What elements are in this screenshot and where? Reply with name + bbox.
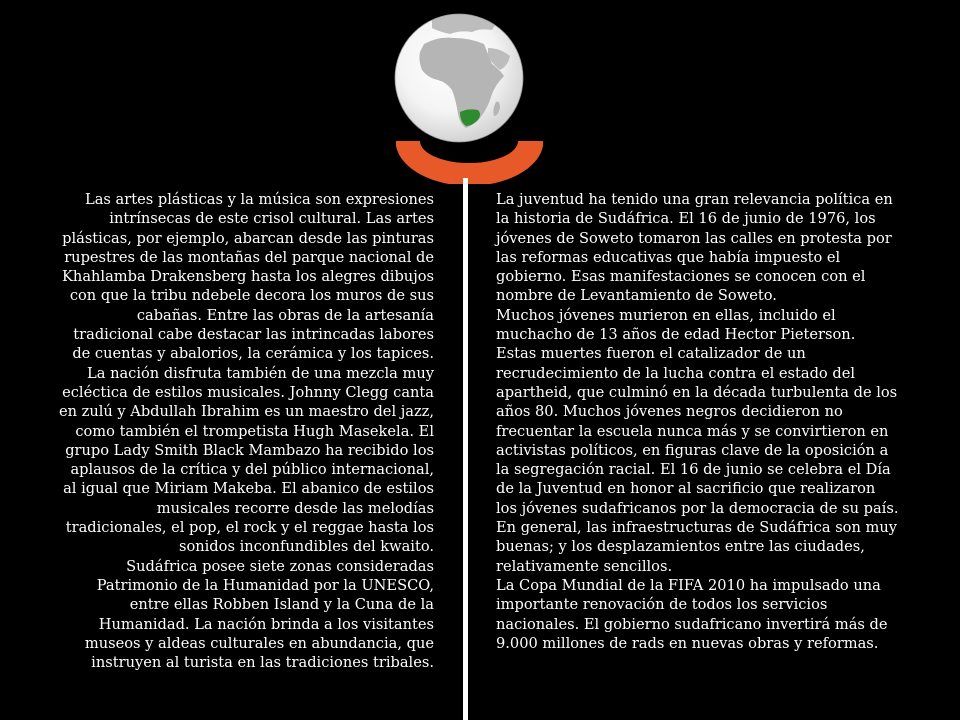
paragraph-hector-pieterson: Muchos jóvenes murieron en ellas, incluido el muchacho de 13 años de edad Hector Pieterson. Estas muertes fueron el catalizador de un recrudecimiento de la lucha contra el estado del apartheid, que culminó en la década turbulenta de los años 80. Muchos jóvenes negros decidieron no frecuentar la escuela nunca más y se convirtieron en activistas políticos, en figuras clave de la oposición a la segregación racial. El 16 de junio se celebra el Día de la Juventud en honor al sacrificio que realizaron los jóvenes sudafricanos por la democracia de su país.	[496, 306, 899, 517]
paragraph-youth-soweto: La juventud ha tenido una gran relevancia política en la historia de Sudáfrica. El 16 de junio de 1976, los jóvenes de Soweto tomaron las calles en protesta por las reformas educativas que había impuesto el gobierno. Esas manifestaciones se conocen con el nombre de Levantamiento de Soweto.	[496, 191, 893, 305]
paragraph-fifa-2010: La Copa Mundial de la FIFA 2010 ha impulsado una importante renovación de todos los servicios nacionales. El gobierno sudafricano invertirá más de 9.000 millones de rads en nuevas obras y reformas.	[496, 576, 888, 652]
paragraph-infrastructure: En general, las infraestructuras de Sudáfrica son muy buenas; y los desplazamientos entre las ciudades, relativamente sencillos.	[496, 519, 897, 575]
left-text-column	[56, 190, 434, 672]
right-text-column	[496, 190, 900, 653]
paragraph-plastic-arts-music: Las artes plásticas y la música son expresiones intrínsecas de este crisol cultural. Las artes plásticas, por ejemplo, abarcan desde las pinturas rupestres de las montañas del parque nacional de Khahlamba Drakensberg hasta los alegres dibujos con que la tribu ndebele decora los muros de sus cabañas. Entre las obras de la artesanía tradicional cabe destacar las intrincadas labores de cuentas y abalorios, la cerámica y los tapices.	[62, 191, 434, 363]
column-divider	[463, 178, 468, 720]
paragraph-musical-styles: La nación disfruta también de una mezcla muy ecléctica de estilos musicales. Johnny Clegg canta en zulú y Abdullah Ibrahim es un maestro del jazz, como también el trompetista Hugh Masekela. El grupo Lady Smith Black Mambazo ha recibido los aplausos de la crítica y del público internacional, al igual que Miriam Makeba. El abanico de estilos musicales recorre desde las melodías tradicionales, el pop, el rock y el reggae hasta los sonidos inconfundibles del kwaito.	[58, 364, 434, 556]
globe-africa-south-africa-icon	[388, 4, 544, 184]
paragraph-world-heritage: Sudáfrica posee siete zonas consideradas Patrimonio de la Humanidad por la UNESCO, entre ellas Robben Island y la Cuna de la Humanidad. La nación brinda a los visitantes museos y aldeas culturales en abundancia, que instruyen al turista en las tradiciones tribales.	[84, 557, 434, 672]
